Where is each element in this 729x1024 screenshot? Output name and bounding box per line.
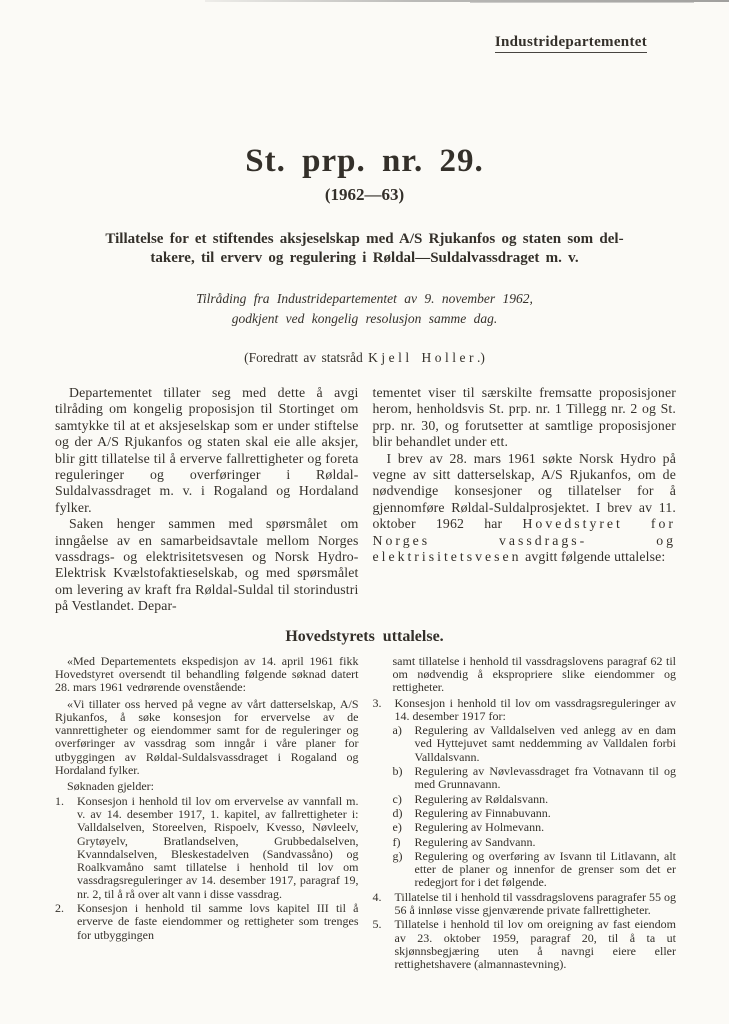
intro-right-column [373,385,677,615]
statement-paragraph: «Vi tillater oss herved på vegne av vårt datterselskap, A/S Rjukanfos, å søke konsesjon for ervervelse av de vannrettigheter og eiendommer samt for de reguleringer og overføringer av vassdrag som inngår i våre planer for utbyggingen av Røldal-Suldalsvassdraget i Rogaland og Hordaland fylker. [55,696,359,778]
list-text: Konsesjon i henhold til samme lovs kapitel III til å erverve de faste eiendommer og rettigheter som trenges for utbyggingen [77,901,359,942]
list-number: 4. [372,889,382,904]
application-intro-line: Søknaden gjelder: [67,779,154,794]
sub-item-text: Regulering av Røldalsvann. [414,791,549,806]
department-header [0,0,729,51]
emphasized-agency-name: Hovedstyret for Norges vassdrags- og elektrisitetsvesen [372,516,676,565]
sub-item-a [393,724,677,764]
recommendation-line-1: Tilråding fra Industridepartementet av 9. november 1962, [196,291,533,306]
sub-item-letter: d) [392,805,403,820]
sub-item-text: Regulering og overføring av Isvann til Litlavann, alt etter de planer og innenfor de grenser som det er redegjort for i det følgende. [414,848,676,890]
sub-item-text: Regulering av Nøvlevassdraget fra Votnavann til og med Grunnavann. [414,764,676,792]
page-title: St. prp. nr. 29. [245,143,484,179]
presented-by-prefix: (Foredratt av statsråd [244,350,369,365]
intro-paragraph: Departementet tillater seg med dette å avgi tilråding om kongelig proposisjon til Stortinget om samtykke til at et aksjeselskap som er under stiftelse og der A/S Rjukanfos og staten skal eie alle aksjer, blir gitt tillatelse til å erverve fallrettigheter og foreta reguleringer og overføringer i Røldal-Suldalvassdraget m. v. i Rogaland og Hordaland fylker. [55,385,359,515]
sub-item-c [393,793,677,806]
sub-item-letter: c) [392,791,402,806]
intro-columns [55,385,676,615]
intro-paragraph [373,451,677,566]
sub-item-g [393,850,677,890]
sub-item-letter: f) [392,834,401,849]
list-item-2 [55,902,359,942]
presented-by-line [0,350,729,366]
sub-item-text: Regulering av Sandvann. [414,834,536,849]
statement-paragraph: «Med Departementets ekspedisjon av 14. april 1961 fikk Hovedstyret oversendt til behandling følgende søknad datert 28. mars 1961 vedrørende ovenstående: [55,653,359,695]
list-text: Tillatelse til i henhold til vassdragslovens paragrafer 55 og 56 å innløse visse gjenværende private fallrettigheter. [394,889,677,918]
list-item-4 [373,891,677,918]
intro-left-column [55,385,359,615]
subject-heading [54,230,676,268]
sub-item-letter: b) [392,764,403,779]
list-text: Tillatelse i henhold til lov om oreigning av fast eiendom av 23. oktober 1959, paragraf 20, til å ta ut skjønnsbegjæring uten å navngi eiere eller rettighetshavere (almannastevning). [394,917,676,972]
statement-columns [55,655,676,972]
sub-item-letter: a) [392,723,402,738]
presented-by-suffix: .) [477,350,485,365]
sub-item-text: Regulering av Valldalselven ved anlegg av en dam ved Hyttejuvet samt neddemming av Valldalen forbi Valldalsvann. [414,723,676,764]
list-number: 1. [55,793,64,808]
list-item-2-continuation: samt tillatelse i henhold til vassdragslovens paragraf 62 til om nødvendig å ekspropriere slike eiendommer og rettigheter. [392,653,676,695]
session-years: (1962—63) [324,185,405,204]
list-number: 5. [372,917,382,932]
section-heading: Hovedstyrets uttalelse. [285,627,444,645]
paragraph-text: avgitt følgende uttalelse: [521,549,666,565]
statement-left-column [55,655,359,972]
sub-item-text: Regulering av Holmevann. [414,820,545,835]
list-item-5 [373,918,677,971]
list-number: 2. [55,901,64,916]
list-number: 3. [372,695,382,710]
sub-item-letter: g) [392,848,403,863]
sub-item-f [393,836,677,849]
list-item-1 [55,795,359,901]
sub-item-d [393,807,677,820]
minister-name: Kjell Holler [368,350,478,365]
subject-line-2: takere, til erverv og regulering i Røldal—Suldalvassdraget m. v. [150,250,579,266]
list-text: Konsesjon i henhold til lov om ervervelse av vannfall m. v. av 14. desember 1917, 1. kapitel, av fallrettigheter i: Valldalselven, Storeelven, Rispoelv, Kvesso, Nøvleelv, Grytøyelv, Bratlandselven, Grubbedalselven, Kvanndalselven, Bleskestadelven (Sandvassåno) og Roalkvamåno samt tillatelse i henhold til lov om vassdragsreguleringer av 14. desember 1917, paragraf 19, nr. 2, til å rå over alt vann i disse vassdrag. [77,793,359,901]
sub-item-letter: e) [392,820,402,835]
list-text: Konsesjon i henhold til lov om vassdragsreguleringer av 14. desember 1917 for: [394,695,676,723]
list-item-3 [373,697,677,724]
department-name: Industridepartementet [495,34,647,53]
subject-line-1: Tillatelse for et stiftendes aksjeselskap med A/S Rjukanfos og staten som del- [105,231,624,247]
statement-right-column [373,655,677,972]
intro-paragraph: Saken henger sammen med spørsmålet om inngåelse av en samarbeidsavtale mellom Norges vassdrags- og elektrisitetsvesen og Norsk Hydro-Elektrisk Kvælstofaktieselskab, og med spørsmålet om levering av kraft fra Røldal-Suldal til storindustri på Vestlandet. Depar- [55,516,359,614]
sub-item-text: Regulering av Finnabuvann. [414,805,551,820]
paragraph-text: I brev av 28. mars 1961 søkte Norsk Hydro på vegne av sitt datterselskap, A/S Rjukanfos, om de nødvendige konsesjoner og tillatelser for å gjennomføre Røldal-Suldalprosjektet. I brev av 11. oktober 1962 har [372,450,676,532]
scan-artifact-line-2 [470,2,694,3]
sub-item-e [393,821,677,834]
recommendation-line-2: godkjent ved kongelig resolusjon samme dag. [231,311,498,326]
sub-item-b [393,765,677,792]
intro-paragraph: tementet viser til særskilte fremsatte proposisjoner herom, henholdsvis St. prp. nr. 1 Tillegg nr. 2 og St. prp. nr. 30, og forutsetter at samtlige proposisjoner blir behandlet under ett. [372,385,676,450]
